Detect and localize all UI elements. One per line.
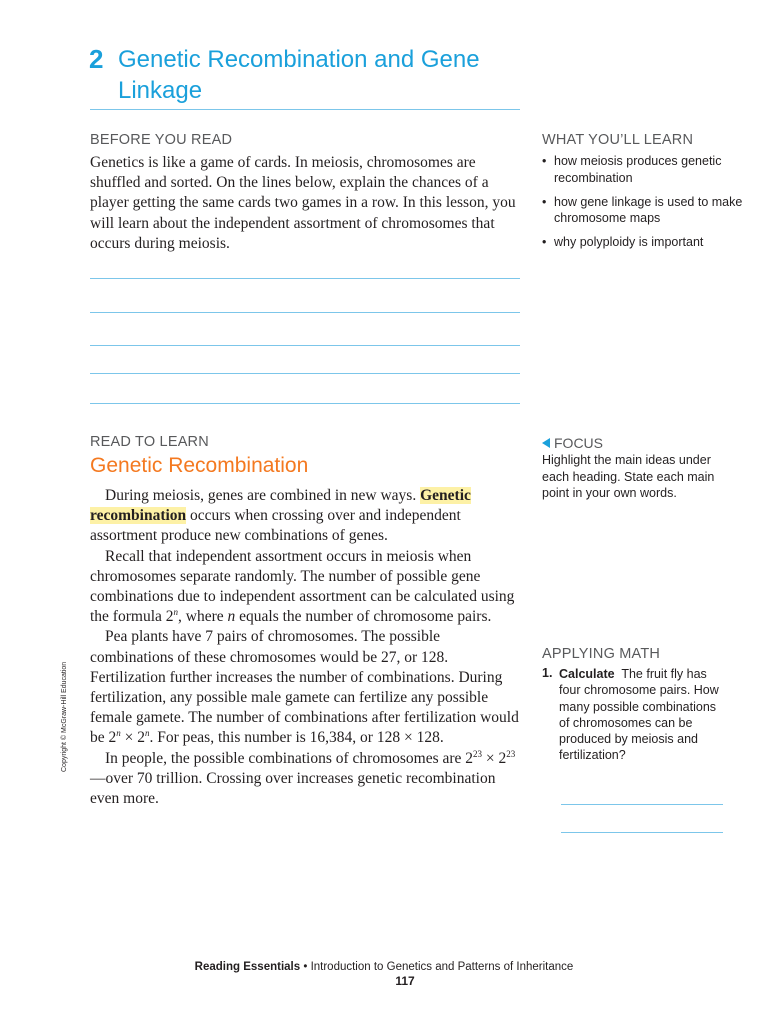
before-you-read-text: Genetics is like a game of cards. In meiosis, chromosomes are shuffled and sorted. On the lines below, explain the chances of a player getting the same cards two games in a row. In this lesson, you will learn about the independent assortment of chromosomes that occurs during meiosis. bbox=[90, 154, 516, 252]
paragraph-text: —over 70 trillion. Crossing over increases genetic recombination even more. bbox=[90, 769, 496, 808]
answer-line[interactable] bbox=[90, 403, 520, 404]
focus-heading bbox=[542, 435, 603, 451]
answer-line[interactable] bbox=[90, 312, 520, 313]
answer-line[interactable] bbox=[561, 804, 723, 805]
title-divider bbox=[90, 109, 520, 110]
section-title: Genetic Recombination bbox=[90, 454, 309, 477]
triangle-left-icon bbox=[542, 438, 550, 448]
lesson-number: 2 bbox=[89, 44, 104, 74]
learning-objective: • how meiosis produces genetic recombination bbox=[542, 153, 752, 186]
focus-text: Highlight the main ideas under each heading. State each main point in your own words. bbox=[542, 453, 715, 500]
copyright-notice: Copyright © McGraw-Hill Education bbox=[61, 661, 68, 772]
paragraph bbox=[90, 627, 522, 748]
paragraph-text: occurs when crossing over and independent assortment produce new combinations of genes. bbox=[90, 507, 461, 545]
paragraph-text: equals the number of chromosome pairs. bbox=[235, 608, 492, 626]
before-you-read-heading: BEFORE YOU READ bbox=[90, 132, 233, 148]
applying-math-heading: APPLYING MATH bbox=[542, 646, 661, 662]
answer-line[interactable] bbox=[90, 373, 520, 374]
paragraph-text: Pea plants have 7 pairs of chromosomes. The possible combinations of these chromosomes would be 27, or 128. Fertilization further increases the number of combinations. During fertilization, any possible male gamete can fertilize any possible female gamete. The number of combinations after fertilization would be 2 bbox=[90, 628, 519, 747]
paragraph-text: × 2 bbox=[120, 729, 146, 747]
vocab-term-highlight: recombination bbox=[90, 507, 187, 525]
learning-objective: • how gene linkage is used to make chromosome maps bbox=[542, 194, 752, 227]
paragraph-text: . For peas, this number is 16,384, or 128 × 128. bbox=[149, 729, 444, 747]
lesson-title: Genetic Recombination and Gene Linkage bbox=[118, 46, 480, 104]
paragraph-text: , where bbox=[178, 608, 228, 626]
paragraph-text: × 2 bbox=[482, 749, 507, 767]
page-footer bbox=[0, 961, 768, 973]
focus-heading-label: FOCUS bbox=[554, 435, 603, 451]
paragraph-text: In people, the possible combinations of chromosomes are 2 bbox=[105, 749, 474, 767]
paragraph-text: Recall that independent assortment occurs in meiosis when chromosomes separate randomly. The number of possible gene combinations due to independent assortment can be calculated using the formula 2 bbox=[90, 547, 515, 626]
reading-body bbox=[90, 486, 522, 809]
superscript: n bbox=[173, 607, 179, 618]
superscript: n bbox=[116, 728, 121, 739]
footer-series: Reading Essentials bbox=[194, 961, 301, 973]
footer-book-title: Introduction to Genetics and Patterns of Inheritance bbox=[310, 961, 574, 973]
question-text: The fruit fly has four chromosome pairs. How many possible combinations of chromosomes can be produced by meiosis and fertilization? bbox=[559, 667, 719, 763]
footer-separator: • bbox=[300, 961, 311, 973]
learning-objectives-list bbox=[542, 153, 752, 258]
page-number: 117 bbox=[395, 974, 415, 988]
answer-line[interactable] bbox=[90, 345, 520, 346]
answer-line[interactable] bbox=[561, 832, 723, 833]
paragraph-text: During meiosis, genes are combined in new ways. bbox=[105, 487, 421, 504]
learning-objective: • why polyploidy is important bbox=[542, 234, 752, 251]
math-question bbox=[559, 666, 724, 764]
paragraph bbox=[90, 749, 522, 810]
answer-line[interactable] bbox=[90, 278, 520, 279]
paragraph bbox=[90, 547, 522, 628]
paragraph bbox=[90, 486, 522, 547]
superscript: 23 bbox=[506, 748, 516, 759]
question-number: 1. bbox=[542, 666, 553, 680]
question-label: Calculate bbox=[559, 667, 615, 681]
vocab-term-highlight: Genetic bbox=[420, 487, 471, 504]
read-to-learn-heading: READ TO LEARN bbox=[90, 434, 209, 450]
superscript: 23 bbox=[473, 748, 483, 759]
what-youll-learn-heading: WHAT YOU’LL LEARN bbox=[542, 132, 694, 148]
variable: n bbox=[227, 608, 236, 626]
superscript: n bbox=[145, 728, 150, 739]
